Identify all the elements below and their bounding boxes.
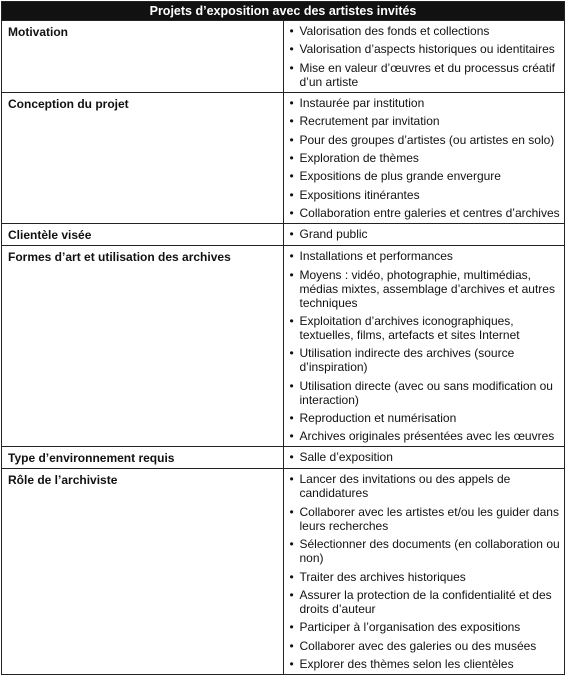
list-item-text: Reproduction et numérisation [299, 411, 457, 426]
bullet-icon: • [289, 537, 294, 552]
list-item-text: Explorer des thèmes selon les clientèles [299, 657, 514, 672]
list-item-text: Instaurée par institution [299, 95, 425, 110]
bullet-icon: • [289, 588, 294, 603]
list-item [290, 429, 561, 443]
list-item-text: Traiter des archives historiques [299, 569, 466, 584]
table-row [2, 447, 565, 469]
list-item-text: Exploration de thèmes [299, 150, 419, 165]
row-label: Formes d’art et utilisation des archives [2, 246, 284, 447]
bullet-list [290, 472, 561, 671]
bullet-icon: • [289, 150, 294, 165]
list-item [290, 505, 561, 533]
list-item [290, 42, 561, 56]
bullet-icon: • [289, 657, 294, 672]
list-item-text: Collaboration entre galeries et centres d’archives [299, 206, 560, 221]
bullet-icon: • [289, 114, 294, 129]
list-item [290, 639, 561, 653]
list-item-text: Sélectionner des documents (en collaboration ou non) [299, 537, 560, 566]
row-label: Clientèle visée [2, 224, 284, 246]
list-item [290, 346, 561, 374]
bullet-icon: • [289, 638, 294, 653]
bullet-icon: • [289, 472, 294, 487]
row-items [283, 469, 565, 675]
bullet-list [290, 450, 561, 464]
list-item-text: Valorisation d’aspects historiques ou identitaires [299, 42, 555, 57]
table-title: Projets d’exposition avec des artistes invités [2, 2, 565, 21]
bullet-icon: • [289, 346, 294, 361]
bullet-list [290, 227, 561, 241]
table-row [2, 246, 565, 447]
bullet-icon: • [289, 227, 294, 242]
list-item [290, 133, 561, 147]
bullet-icon: • [289, 569, 294, 584]
list-item [290, 61, 561, 89]
list-item [290, 249, 561, 263]
list-item-text: Installations et performances [299, 249, 453, 264]
list-item [290, 537, 561, 565]
bullet-icon: • [289, 206, 294, 221]
row-label: Motivation [2, 21, 284, 93]
list-item-text: Salle d’exposition [299, 450, 393, 465]
list-item-text: Lancer des invitations ou des appels de candidatures [299, 472, 511, 501]
list-item-text: Utilisation directe (avec ou sans modification ou interaction) [299, 378, 553, 407]
table-row [2, 92, 565, 223]
list-item [290, 411, 561, 425]
bullet-list [290, 96, 561, 220]
list-item [290, 169, 561, 183]
table-title-row [2, 2, 565, 21]
bullet-icon: • [289, 42, 294, 57]
list-item [290, 450, 561, 464]
row-items [283, 246, 565, 447]
list-item-text: Expositions itinérantes [299, 187, 420, 202]
table-row [2, 469, 565, 675]
row-label: Rôle de l’archiviste [2, 469, 284, 675]
list-item [290, 206, 561, 220]
bullet-icon: • [289, 187, 294, 202]
list-item [290, 620, 561, 634]
list-item-text: Assurer la protection de la confidentialité et des droits d’auteur [299, 588, 552, 617]
row-items [283, 447, 565, 469]
list-item [290, 314, 561, 342]
list-item-text: Participer à l’organisation des expositions [299, 620, 521, 635]
bullet-icon: • [289, 313, 294, 328]
bullet-icon: • [289, 267, 294, 282]
list-item [290, 657, 561, 671]
bullet-icon: • [289, 132, 294, 147]
bullet-icon: • [289, 411, 294, 426]
bullet-icon: • [289, 169, 294, 184]
list-item-text: Mise en valeur d’œuvres et du processus créatif d’un artiste [299, 60, 555, 89]
list-item-text: Utilisation indirecte des archives (source d’inspiration) [299, 346, 515, 375]
list-item-text: Moyens : vidéo, photographie, multimédias, médias mixtes, assemblage d’archives et autres techniques [299, 267, 555, 310]
bullet-list [290, 249, 561, 443]
list-item-text: Recrutement par invitation [299, 114, 440, 129]
list-item [290, 24, 561, 38]
table-row [2, 21, 565, 93]
bullet-icon: • [289, 249, 294, 264]
row-items [283, 224, 565, 246]
bullet-icon: • [289, 620, 294, 635]
bullet-icon: • [289, 24, 294, 38]
list-item-text: Pour des groupes d’artistes (ou artistes en solo) [299, 132, 555, 147]
list-item [290, 96, 561, 110]
list-item [290, 151, 561, 165]
row-label: Conception du projet [2, 92, 284, 223]
exhibition-projects-table [1, 1, 565, 675]
list-item [290, 268, 561, 310]
table-row [2, 224, 565, 246]
bullet-icon: • [289, 60, 294, 75]
row-label: Type d’environnement requis [2, 447, 284, 469]
bullet-list [290, 24, 561, 89]
list-item-text: Archives originales présentées avec les œuvres [299, 429, 555, 444]
list-item-text: Exploitation d’archives iconographiques, textuelles, films, artefacts et sites Internet [299, 313, 520, 342]
table-body [2, 21, 565, 675]
list-item [290, 472, 561, 500]
bullet-icon: • [289, 95, 294, 110]
bullet-icon: • [289, 378, 294, 393]
row-items [283, 92, 565, 223]
bullet-icon: • [289, 504, 294, 519]
list-item [290, 570, 561, 584]
list-item [290, 379, 561, 407]
list-item [290, 114, 561, 128]
bullet-icon: • [289, 429, 294, 444]
list-item [290, 588, 561, 616]
list-item-text: Collaborer avec les artistes et/ou les guider dans leurs recherches [299, 504, 559, 533]
list-item [290, 227, 561, 241]
list-item-text: Collaborer avec des galeries ou des musées [299, 638, 537, 653]
row-items [283, 21, 565, 93]
list-item-text: Valorisation des fonds et collections [299, 24, 490, 38]
bullet-icon: • [289, 450, 294, 465]
list-item-text: Expositions de plus grande envergure [299, 169, 501, 184]
list-item-text: Grand public [299, 227, 368, 242]
list-item [290, 188, 561, 202]
